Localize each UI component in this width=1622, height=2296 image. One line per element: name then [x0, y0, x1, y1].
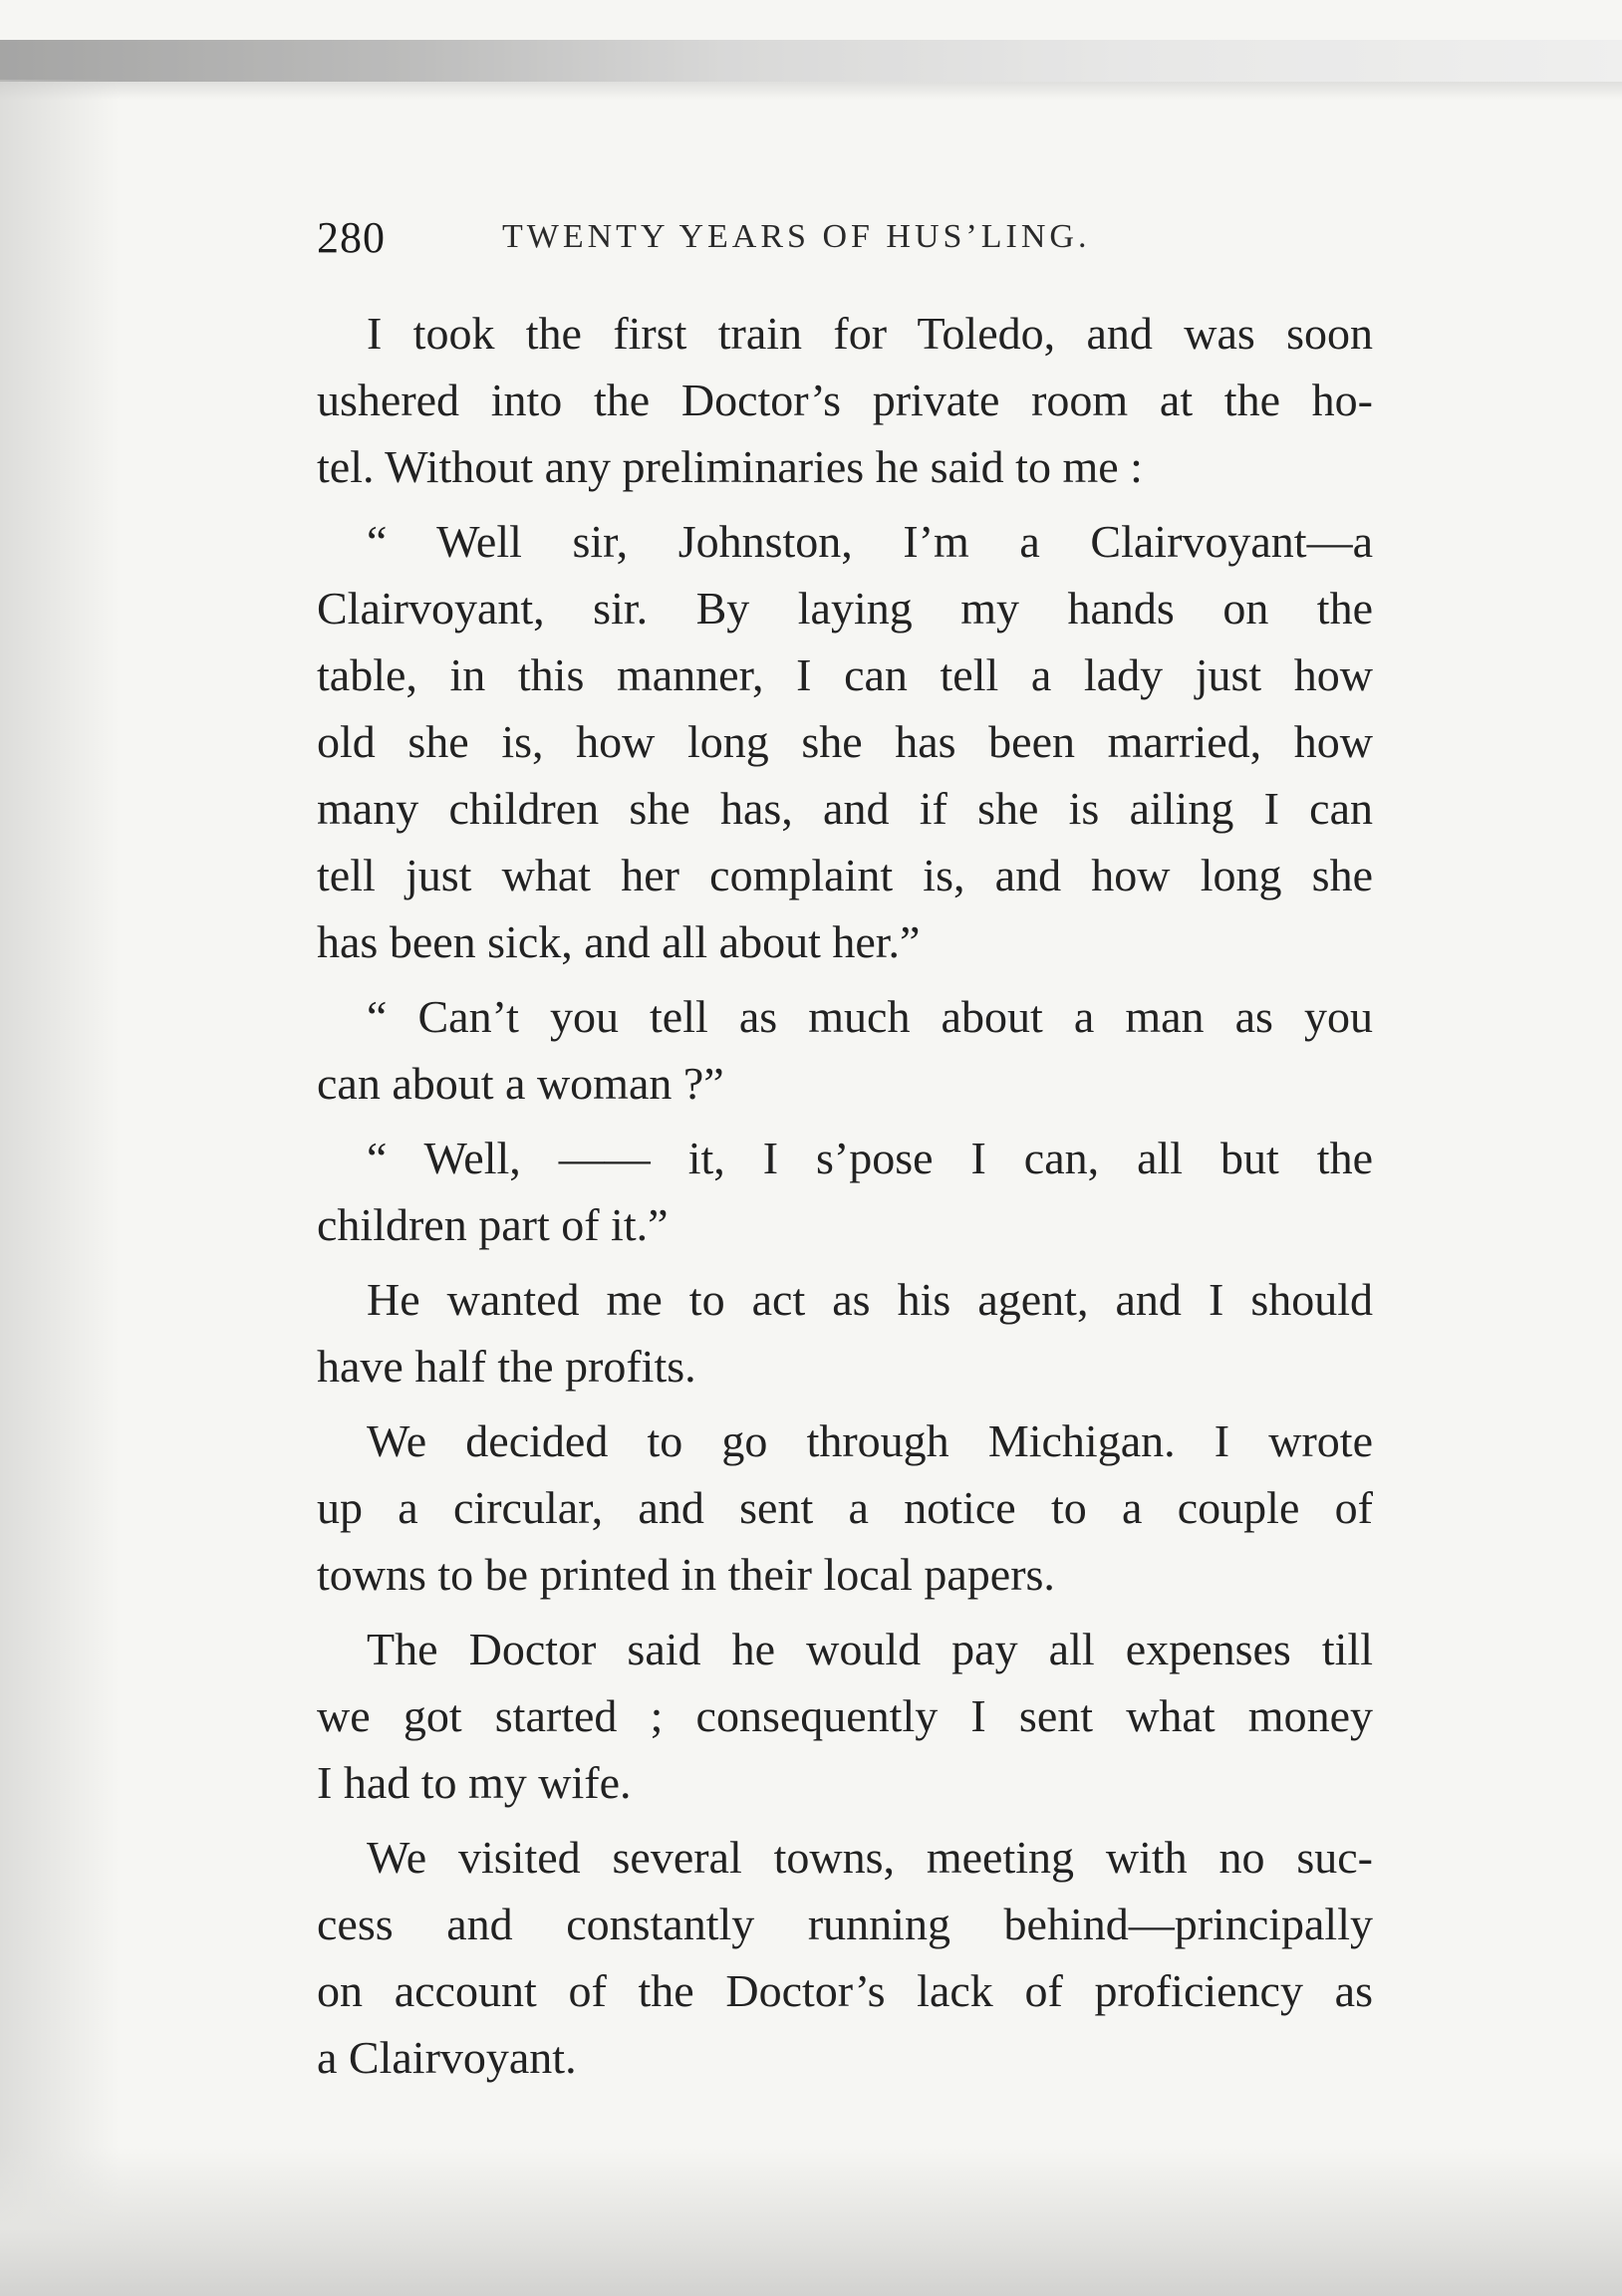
text-line: ushered into the Doctor’s private room at the ho-	[317, 375, 1373, 425]
text-line: “ Well, —— it, I s’pose I can, all but the	[367, 1133, 1373, 1183]
paragraph	[317, 1125, 1373, 1258]
text-line: He wanted me to act as his agent, and I should	[367, 1274, 1373, 1325]
text-line: Clairvoyant, sir. By laying my hands on the	[317, 583, 1373, 634]
text-line: on account of the Doctor’s lack of proficiency as	[317, 1965, 1373, 2016]
running-title: TWENTY YEARS OF HUS’LING.	[502, 218, 1091, 255]
text-line: children part of it.”	[317, 1199, 669, 1250]
paragraph	[317, 983, 1373, 1117]
text-line: “ Well sir, Johnston, I’m a Clairvoyant—a	[367, 516, 1373, 567]
text-line: we got started ; consequently I sent what money	[317, 1690, 1373, 1741]
paragraph	[317, 300, 1373, 500]
text-line: I took the first train for Toledo, and was soon	[367, 308, 1373, 359]
running-head	[317, 204, 1373, 264]
text-line: We visited several towns, meeting with no suc-	[367, 1832, 1373, 1883]
text-line: tell just what her complaint is, and how long she	[317, 850, 1373, 900]
body-text	[317, 300, 1373, 2091]
scan-edge-top	[0, 40, 1622, 82]
book-page	[317, 204, 1373, 2099]
text-line: We decided to go through Michigan. I wrote	[367, 1415, 1373, 1466]
text-line: has been sick, and all about her.”	[317, 916, 921, 967]
scan-edge-bottom	[0, 2147, 1622, 2296]
page-number: 280	[317, 213, 386, 262]
paragraph	[317, 508, 1373, 975]
text-line: “ Can’t you tell as much about a man as you	[367, 991, 1373, 1042]
text-line: The Doctor said he would pay all expenses till	[367, 1624, 1373, 1674]
text-line: towns to be printed in their local papers.	[317, 1549, 1055, 1600]
scan-edge-left	[0, 80, 120, 2296]
text-line: old she is, how long she has been married, how	[317, 716, 1373, 767]
text-line: many children she has, and if she is ailing I can	[317, 783, 1373, 834]
text-line: cess and constantly running behind—principally	[317, 1899, 1373, 1949]
text-line: can about a woman ?”	[317, 1058, 724, 1109]
paragraph	[317, 1824, 1373, 2091]
text-line: tel. Without any preliminaries he said to me :	[317, 441, 1143, 492]
text-line: I had to my wife.	[317, 1757, 632, 1808]
text-line: table, in this manner, I can tell a lady just how	[317, 649, 1373, 700]
text-line: a Clairvoyant.	[317, 2032, 577, 2083]
paragraph	[317, 1616, 1373, 1816]
paragraph	[317, 1407, 1373, 1608]
text-line: up a circular, and sent a notice to a couple of	[317, 1482, 1373, 1533]
paragraph	[317, 1266, 1373, 1400]
text-line: have half the profits.	[317, 1341, 696, 1392]
